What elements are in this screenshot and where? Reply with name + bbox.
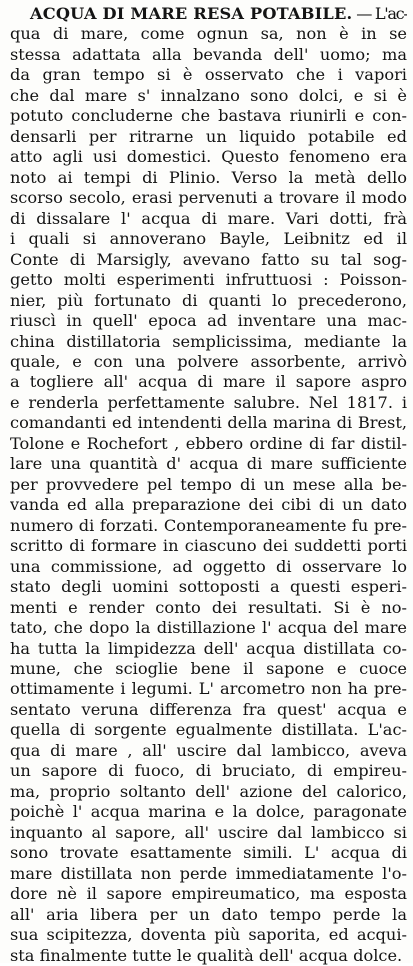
article-line: sentato veruna differenza fra quest' acqua e [10,699,407,719]
article-line: e renderla perfettamente salubre. Nel 1817. i [10,392,407,412]
article-line: china distillatoria semplicissima, mediante la [10,331,407,351]
article-last-line: sta finalmente tutte le qualità dell' acqua dolce. [10,945,403,965]
article-line: densarli per ritrarne un liquido potabile ed [10,126,407,146]
article-line: poichè l' acqua marina e la dolce, paragonate [10,802,407,822]
article-first-line [10,4,407,24]
article-line: menti e render conto dei resultati. Si è no- [10,597,407,617]
article-line: Tolone e Rochefort , ebbero ordine di far distil- [10,433,407,453]
article-line: scorso secolo, erasi pervenuti a trovare il modo [10,188,407,208]
article-line: di dissalare l' acqua di mare. Vari dotti, frà [10,208,407,228]
article-line: sono trovate esattamente simili. L' acqua di [10,843,407,863]
article-line: dore nè il sapore empireumatico, ma esposta [10,884,407,904]
article-line: nier, più fortunato di quanti lo precederono, [10,290,407,310]
article [10,4,407,966]
article-line: all' aria libera per un dato tempo perde la [10,904,407,924]
article-line: mare distillata non perde immediatamente l'o- [10,863,407,883]
article-line: stessa adattata alla bevanda dell' uomo; ma [10,44,407,64]
article-line: comandanti ed intendenti della marina di Brest, [10,413,407,433]
article-line: tato, che dopo la distillazione l' acqua del mare [10,618,407,638]
article-line: stato degli uomini sottoposti a questi esperi- [10,577,407,597]
article-line: vanda ed alla preparazione dei cibi di un dato [10,495,407,515]
article-line: sua scipitezza, doventa più saporita, ed acqui- [10,925,407,945]
article-line: qua di mare , all' uscire dal lambicco, aveva [10,740,407,760]
article-line: riuscì in quell' epoca ad inventare una mac- [10,311,407,331]
article-line: lare una quantità d' acqua di mare sufficiente [10,454,407,474]
article-line: quella di sorgente egualmente distillata. L'ac- [10,720,407,740]
article-line: a togliere all' acqua di mare il sapore aspro [10,372,407,392]
article-headline: ACQUA DI MARE RESA POTABILE. [30,4,353,23]
article-line: qua di mare, come ognun sa, non è in se [10,24,407,44]
article-line: potuto concluderne che bastava riunirli e con- [10,106,407,126]
article-line: per provvedere pel tempo di un mese alla be- [10,474,407,494]
article-line: atto agli usi domestici. Questo fenomeno era [10,147,407,167]
article-lead-text: — L'ac- [356,4,407,23]
article-line: scritto di formare in ciascuno dei suddetti porti [10,536,407,556]
article-line: una commissione, ad oggetto di osservare lo [10,556,407,576]
article-line: ha tutta la limpidezza dell' acqua distillata co- [10,638,407,658]
article-line: Conte di Marsigly, avevano fatto su tal sog- [10,249,407,269]
article-line: noto ai tempi di Plinio. Verso la metà dello [10,167,407,187]
article-line: da gran tempo si è osservato che i vapori [10,65,407,85]
article-line: quale, e con una polvere assorbente, arrivò [10,351,407,371]
article-line: ma, proprio soltanto dell' azione del calorico, [10,781,407,801]
article-line: i quali si annoverano Bayle, Leibnitz ed il [10,229,407,249]
article-line: mune, che scioglie bene il sapone e cuoce [10,659,407,678]
article-line: numero di forzati. Contemporaneamente fu pre- [10,515,407,535]
article-line: che dal mare s' innalzano sono dolci, e si è [10,85,407,105]
article-line: un sapore di fuoco, di bruciato, di empireu- [10,761,407,781]
article-line: getto molti esperimenti infruttuosi : Poisson- [10,270,407,290]
article-line: ottimamente i legumi. L' arcometro non ha pre- [10,679,407,699]
article-line: inquanto al sapore, all' uscire dal lambicco si [10,822,407,842]
